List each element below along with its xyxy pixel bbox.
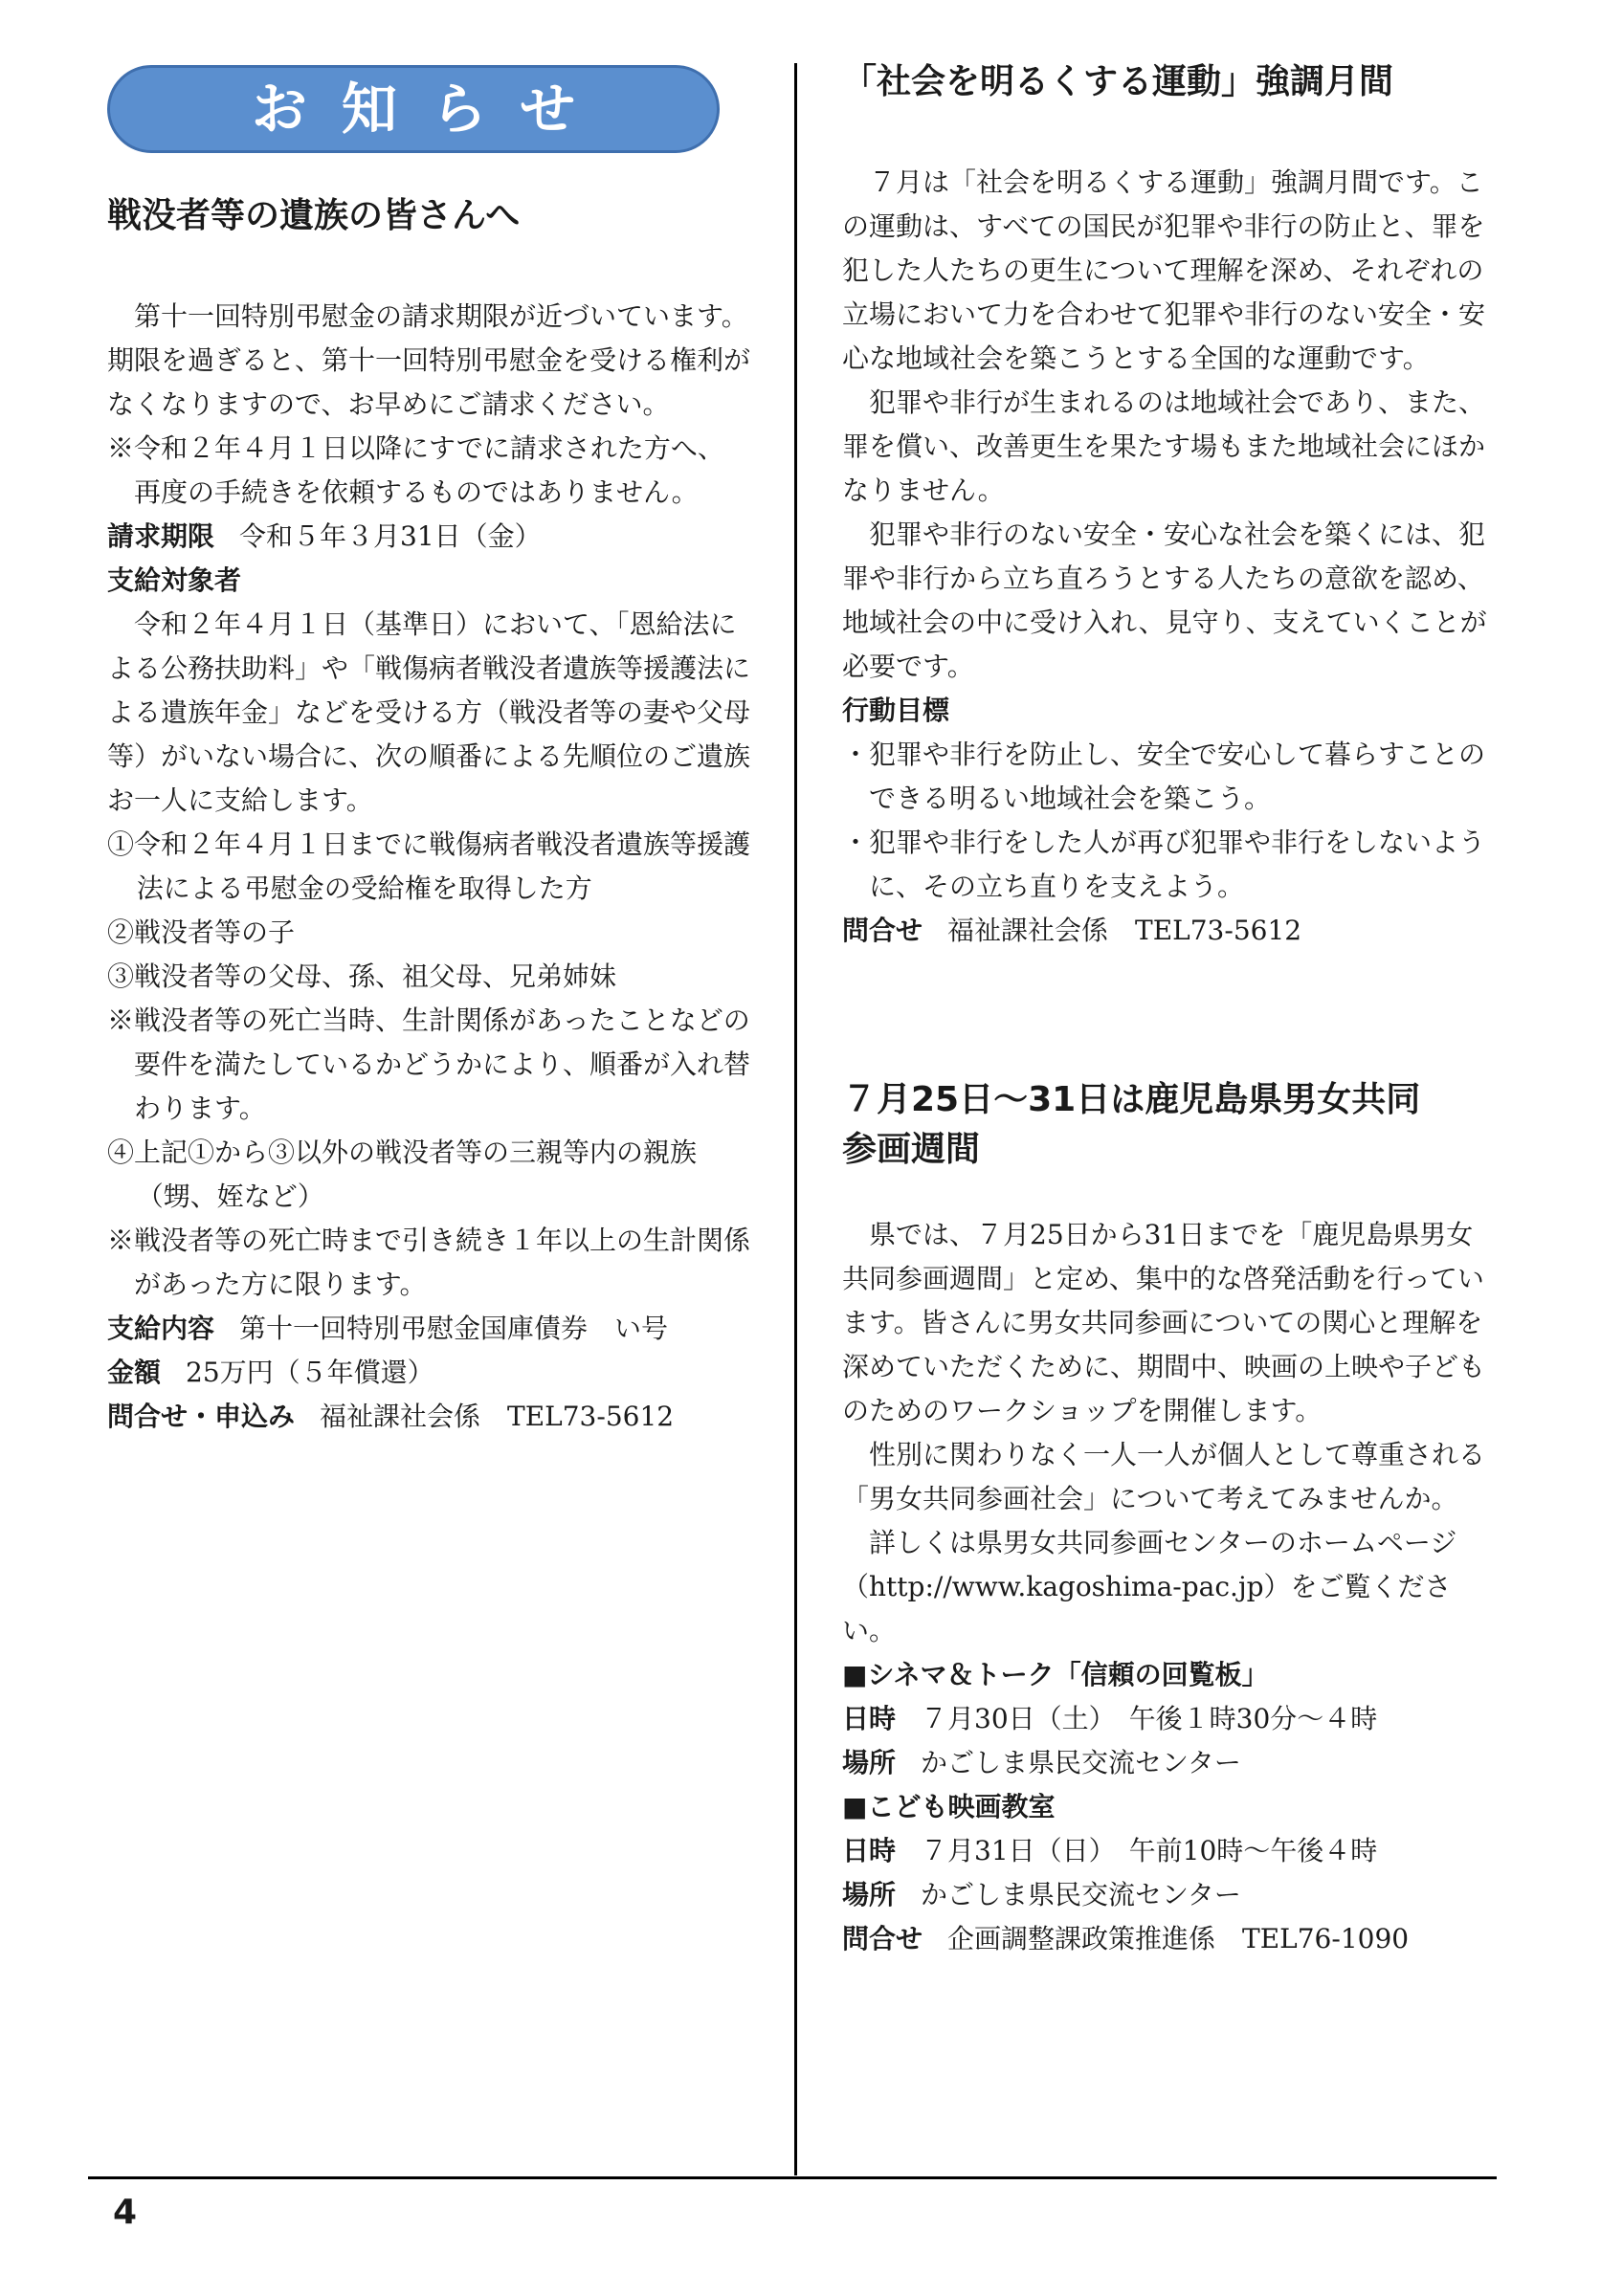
page-number: 4: [113, 2193, 138, 2232]
place-label: 場所: [842, 1747, 897, 1778]
goal-item: ・犯罪や非行をした人が再び犯罪や非行をしないように、その立ち直りを支えよう。: [842, 827, 1486, 902]
place-value: かごしま県民交流センター: [921, 1879, 1241, 1910]
event-title: ■シネマ＆トーク「信頼の回覧板」: [842, 1659, 1269, 1690]
article-title: 「社会を明るくする運動」強調月間: [842, 62, 1394, 101]
contact-value: 企画調整課政策推進係 TEL76-1090: [947, 1923, 1410, 1954]
paragraph: 県では、７月25日から31日までを「鹿児島県男女共同参画週間」と定め、集中的な啓発活動を行っています。皆さんに男女共同参画についての関心と理解を深めていただくために、期間中、映画の上映や子どものためのワークショップを開催します。: [842, 1219, 1486, 1426]
contact-row: [107, 1395, 750, 1439]
content-row: [107, 1307, 750, 1351]
goal-label: 行動目標: [842, 695, 950, 726]
date-label: 日時: [842, 1835, 897, 1866]
amount-label: 金額: [107, 1357, 162, 1388]
list-item: ②戦没者等の子: [107, 916, 296, 948]
article-title: 戦没者等の遺族の皆さんへ: [107, 196, 521, 235]
article-title-line: ７月25日～31日は鹿児島県男女共同: [842, 1080, 1421, 1119]
paragraph: ７月は「社会を明るくする運動」強調月間です。この運動は、すべての国民が犯罪や非行の防止と、罪を犯した人たちの更生について理解を深め、それぞれの立場において力を合わせて犯罪や非行のない安全・安心な地域社会を築こうとする全国的な運動です。: [842, 166, 1486, 374]
contact-label: 問合せ: [842, 915, 923, 946]
note: ※戦没者等の死亡当時、生計関係があったことなどの要件を満たしているかどうかにより、順番が入れ替わります。: [107, 1004, 751, 1124]
list-item: ④上記①から③以外の戦没者等の三親等内の親族（甥、姪など）: [107, 1137, 698, 1212]
paragraph: 性別に関わりなく一人一人が個人として尊重される「男女共同参画社会」について考えてみませんか。: [842, 1439, 1486, 1514]
amount-row: [107, 1351, 750, 1395]
eligible-paragraph: 令和２年４月１日（基準日）において、「恩給法による公務扶助料」や「戦傷病者戦没者遺族等援護法による遺族年金」などを受ける方（戦没者等の妻や父母等）がいない場合に、次の順番による先順位のご遺族お一人に支給します。: [107, 608, 751, 816]
date-label: 日時: [842, 1703, 897, 1734]
contact-row: [842, 1917, 1493, 1961]
article-bereaved-families: [107, 191, 750, 1439]
contact-value: 福祉課社会係 TEL73-5612: [320, 1401, 675, 1432]
date-value: ７月30日（土） 午後１時30分～４時: [921, 1703, 1378, 1734]
notice-banner: お知らせ: [107, 65, 720, 153]
deadline-row: [107, 515, 750, 559]
deadline-label: 請求期限: [107, 520, 215, 552]
date-value: ７月31日（日） 午前10時～午後４時: [921, 1835, 1378, 1866]
amount-value: 25万円（５年償還）: [186, 1357, 434, 1388]
article-bright-society: [842, 57, 1493, 953]
article-gender-equality-week: [842, 1075, 1493, 1961]
event-place-row: [842, 1741, 1493, 1785]
list-item: ①令和２年４月１日までに戦傷病者戦没者遺族等援護法による弔慰金の受給権を取得した方: [107, 828, 751, 904]
place-value: かごしま県民交流センター: [921, 1747, 1241, 1778]
note: ※令和２年４月１日以降にすでに請求された方へ、再度の手続きを依頼するものではありません。: [107, 432, 724, 508]
goal-item: ・犯罪や非行を防止し、安全で安心して暮らすことのできる明るい地域社会を築こう。: [842, 739, 1486, 814]
paragraph: 犯罪や非行のない安全・安心な社会を築くには、犯罪や非行から立ち直ろうとする人たちの意欲を認め、地域社会の中に受け入れ、見守り、支えていくことが必要です。: [842, 519, 1487, 682]
event-title: ■こども映画教室: [842, 1791, 1056, 1822]
paragraph: 詳しくは県男女共同参画センターのホームページ（http://www.kagoshima-pac.jp）をご覧ください。: [842, 1527, 1457, 1646]
event-date-row: [842, 1697, 1493, 1741]
contact-label: 問合せ・申込み: [107, 1401, 296, 1432]
contact-row: [842, 909, 1493, 953]
article-title-line: 参画週間: [842, 1130, 981, 1169]
contact-label: 問合せ: [842, 1923, 923, 1954]
deadline-value: 令和５年３月31日（金）: [239, 520, 542, 552]
place-label: 場所: [842, 1879, 897, 1910]
footer-rule: [88, 2176, 1497, 2179]
eligible-label: 支給対象者: [107, 564, 242, 596]
event-date-row: [842, 1829, 1493, 1873]
contact-value: 福祉課社会係 TEL73-5612: [947, 915, 1302, 946]
column-divider: [794, 63, 797, 2175]
content-value: 第十一回特別弔慰金国庫債券 い号: [239, 1313, 669, 1344]
intro-paragraph: 第十一回特別弔慰金の請求期限が近づいています。期限を過ぎると、第十一回特別弔慰金を受ける権利がなくなりますので、お早めにご請求ください。: [107, 300, 751, 420]
list-item: ③戦没者等の父母、孫、祖父母、兄弟姉妹: [107, 960, 617, 992]
article-title: [842, 1075, 1493, 1175]
paragraph: 犯罪や非行が生まれるのは地域社会であり、また、罪を償い、改善更生を果たす場もまた地域社会にほかなりません。: [842, 386, 1486, 506]
content-label: 支給内容: [107, 1313, 215, 1344]
note: ※戦没者等の死亡時まで引き続き１年以上の生計関係があった方に限ります。: [107, 1225, 751, 1300]
event-place-row: [842, 1873, 1493, 1917]
